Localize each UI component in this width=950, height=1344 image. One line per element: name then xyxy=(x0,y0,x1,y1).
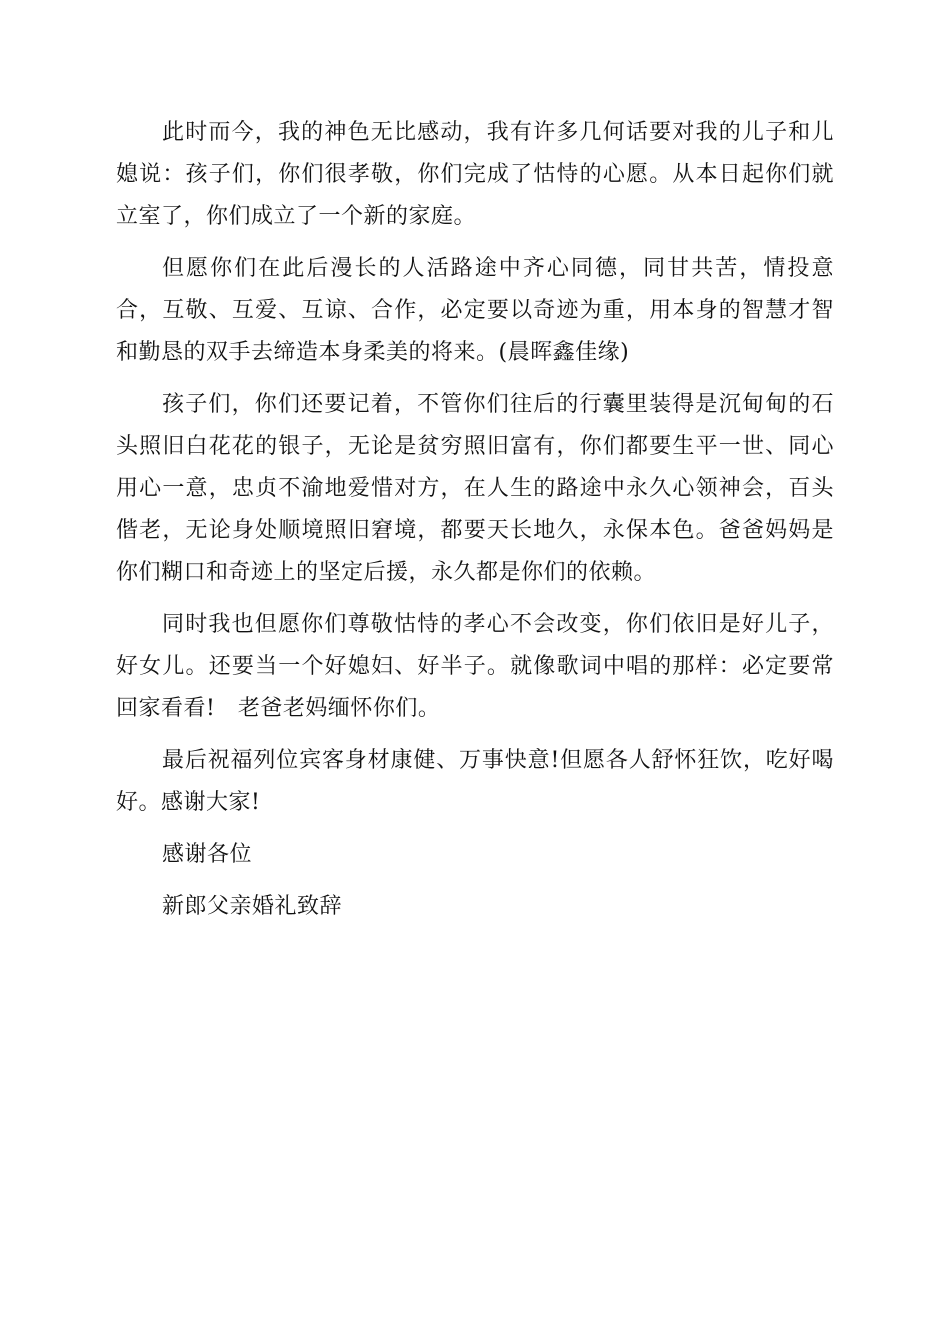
paragraph-5: 最后祝福列位宾客身材康健、万事快意!但愿各人舒怀狂饮，吃好喝好。感谢大家! xyxy=(116,748,834,815)
document-body xyxy=(116,112,834,938)
paragraph-1: 此时而今，我的神色无比感动，我有许多几何话要对我的儿子和儿媳说：孩子们，你们很孝敬，你们完成了怙恃的心愿。从本日起你们就立室了，你们成立了一个新的家庭。 xyxy=(116,120,834,229)
closing-thanks: 感谢各位 xyxy=(162,842,253,867)
paragraph-3: 孩子们，你们还要记着，不管你们往后的行囊里装得是沉甸甸的石头照旧白花花的银子，无论是贫穷照旧富有，你们都要生平一世、同心用心一意，忠贞不渝地爱惜对方，在人生的路途中永久心领神会，百头偕老，无论身处顺境照旧窘境，都要天长地久，永保本色。爸爸妈妈是你们糊口和奇迹上的坚定后援，永久都是你们的依赖。 xyxy=(116,392,834,585)
paragraph-4: 同时我也但愿你们尊敬怙恃的孝心不会改变，你们依旧是好儿子，好女儿。还要当一个好媳妇、好半子。就像歌词中唱的那样：必定要常回家看看! 老爸老妈缅怀你们。 xyxy=(116,612,834,721)
paragraph-2: 但愿你们在此后漫长的人活路途中齐心同德，同甘共苦，情投意合，互敬、互爱、互谅、合作，必定要以奇迹为重，用本身的智慧才智和勤恳的双手去缔造本身柔美的将来。(晨晖鑫佳缘) xyxy=(116,256,834,365)
speech-title-footer: 新郎父亲婚礼致辞 xyxy=(162,894,343,919)
